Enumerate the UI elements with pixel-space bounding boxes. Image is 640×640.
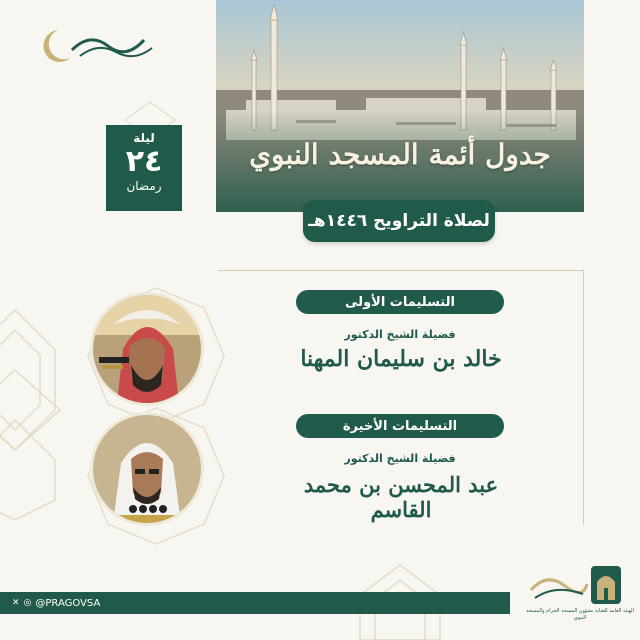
haramain-logo-icon xyxy=(525,560,635,608)
second-imam-name: عبد المحسن بن محمد القاسم xyxy=(303,472,499,522)
first-tasleemat-heading: التسليمات الأولى xyxy=(296,290,504,314)
content-divider xyxy=(218,270,584,271)
first-imam-honorific: فضيلة الشيخ الدكتور xyxy=(344,328,456,341)
crescent-icon xyxy=(40,22,160,68)
ramadan-calligraphy-logo xyxy=(40,22,160,68)
night-number: ٢٤ xyxy=(125,144,163,179)
imam-portrait-second xyxy=(90,412,204,526)
islamic-pattern-left xyxy=(0,300,70,520)
imam-photo-first xyxy=(93,295,201,403)
mosque-hero-image xyxy=(216,0,584,212)
instagram-icon[interactable]: ◎ xyxy=(23,598,32,608)
haramain-authority-logo xyxy=(525,560,635,632)
imam-photo-second xyxy=(93,415,201,523)
night-date-box xyxy=(106,125,182,211)
social-handle[interactable]: @PRAGOVSA xyxy=(35,597,101,609)
prophets-mosque-illustration xyxy=(216,0,584,212)
imam-portrait-first xyxy=(90,292,204,406)
taraweeh-subtitle: لصلاة التراويح ١٤٤٦هـ xyxy=(303,200,495,242)
second-imam-honorific: فضيلة الشيخ الدكتور xyxy=(344,452,456,465)
first-imam-name: خالد بن سليمان المهنا xyxy=(300,346,502,372)
last-tasleemat-heading: التسليمات الأخيرة xyxy=(296,414,504,438)
month-label: رمضان xyxy=(126,179,162,193)
x-icon[interactable]: ✕ xyxy=(12,598,20,608)
night-label: ليلة xyxy=(133,131,155,145)
logo-caption: الهيئة العامة للعناية بشؤون المسجد الحرام والمسجد النبوي xyxy=(526,608,634,621)
page-title: جدول أئمة المسجد النبوي xyxy=(249,138,551,171)
footer-social-bar xyxy=(0,592,510,614)
content-divider-vertical xyxy=(583,270,584,525)
